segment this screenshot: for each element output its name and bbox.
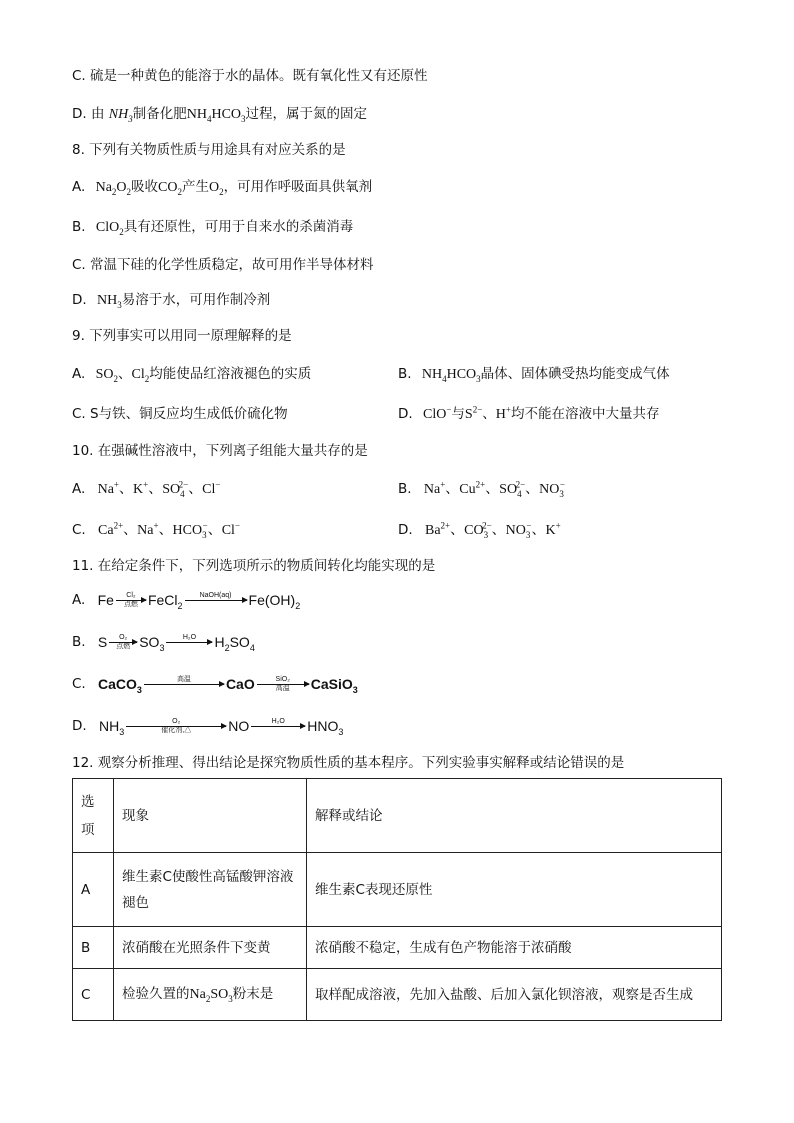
formula-o2: $O_2$ xyxy=(209,180,224,197)
option-10d xyxy=(398,520,561,541)
row-phenomenon: 浓硝酸在光照条件下变黄 xyxy=(114,927,307,969)
ion-list: $Ca^{2+}$、Na+、$HCO_3^-$、Cl− xyxy=(98,520,241,540)
formula-clo: ClO− xyxy=(422,404,452,422)
label: C. xyxy=(72,522,86,538)
row-conclusion: 取样配成溶液，先加入盐酸、后加入氯化钡溶液，观察是否生成 xyxy=(307,969,722,1021)
option-10a xyxy=(72,479,221,500)
ion-list: $Ba^{2+}$、$CO_3^{2-}$、$NO_3^-$、K+ xyxy=(424,520,561,540)
option-9d xyxy=(398,404,659,425)
text: 易溶于水，可用作制冷剂 xyxy=(121,292,271,308)
formula-so2: $SO_2$ xyxy=(95,367,118,384)
row-option: B xyxy=(73,927,114,969)
text: 晶体、固体碘受热均能变成气体 xyxy=(480,366,670,382)
ion-list: Na+、$Cu^{2+}$、$SO_4^{2-}$、$NO_3^-$ xyxy=(423,479,565,499)
row-phenomenon: 维生素C使酸性高锰酸钾溶液褪色 xyxy=(114,853,307,927)
text: 过程，属于氮的固定 xyxy=(245,106,368,122)
reaction-arrow: 高温 xyxy=(144,676,224,693)
reaction-arrow: H₂O xyxy=(251,718,305,735)
label: A. xyxy=(72,366,86,382)
formula-clo2: ClO$_2$ xyxy=(95,220,124,237)
option-10c xyxy=(72,520,240,541)
question-11: 11. 在给定条件下，下列选项所示的物质间转化均能实现的是 xyxy=(72,558,436,574)
option-7d xyxy=(72,104,367,125)
option-10b xyxy=(398,479,565,500)
formula-nh3: $NH_3$ xyxy=(96,293,122,310)
species: FeCl$_2$ xyxy=(147,592,183,611)
reaction-arrow: H₂O xyxy=(166,634,212,651)
row-option: A xyxy=(73,853,114,927)
text: 具有还原性，可用于自来水的杀菌消毒 xyxy=(123,219,354,235)
text: 产生 xyxy=(182,179,209,195)
option-11b xyxy=(72,632,255,652)
reaction-arrow: O₂ 点燃 xyxy=(109,634,137,651)
option-9c: C. S与铁、铜反应均生成低价硫化物 xyxy=(72,406,288,422)
option-8d xyxy=(72,290,270,311)
formula-na2o2: $Na_2O_2$ xyxy=(95,180,132,197)
formula-co2: $CO_2$ xyxy=(158,180,182,197)
header-option: 选项 xyxy=(73,779,114,853)
species: NO xyxy=(228,718,250,734)
species: S xyxy=(97,634,108,650)
question-12: 12. 观察分析推理、得出结论是探究物质性质的基本程序。下列实验事实解释或结论错误的是 xyxy=(72,755,625,771)
label: B. xyxy=(398,481,412,497)
label: A. xyxy=(72,481,86,497)
species: $SO_3$ xyxy=(139,634,165,653)
reaction-arrow: O₂ 催化剂,△ xyxy=(126,718,226,735)
species: $NH_3$ xyxy=(98,718,125,737)
text: 、 xyxy=(118,366,132,382)
label: C. xyxy=(72,676,86,692)
row-phenomenon: 检验久置的$Na_2SO_3$粉末是 xyxy=(114,969,307,1021)
table-row xyxy=(73,927,722,969)
label: B. xyxy=(72,219,86,235)
text: 制备化肥 xyxy=(132,106,187,122)
row-option: C xyxy=(73,969,114,1021)
option-8c: C. 常温下硅的化学性质稳定，故可用作半导体材料 xyxy=(72,257,374,273)
species: CaCO$_3$ xyxy=(98,676,142,695)
label: B. xyxy=(72,634,86,650)
table-header-row xyxy=(73,779,722,853)
experiment-table xyxy=(72,778,722,1021)
option-8a xyxy=(72,177,372,198)
header-phenomenon: 现象 xyxy=(114,779,307,853)
option-7c: C. 硫是一种黄色的能溶于水的晶体。既有氧化性又有还原性 xyxy=(72,68,428,84)
text: ，可用作呼吸面具供氧剂 xyxy=(223,179,373,195)
option-11a xyxy=(72,590,300,610)
label: D. xyxy=(72,718,87,734)
formula-nh3: $NH_3$ xyxy=(108,107,133,124)
label: D. xyxy=(398,406,413,422)
formula-s2: $S^{2-}$ xyxy=(464,404,483,422)
text: 、 xyxy=(482,406,496,422)
question-10: 10. 在强碱性溶液中，下列离子组能大量共存的是 xyxy=(72,443,368,459)
label: B. xyxy=(398,366,412,382)
formula-cl2: $Cl_2$ xyxy=(131,367,150,384)
label: A. xyxy=(72,179,86,195)
label: D. xyxy=(398,522,413,538)
species: $H_2SO_4$ xyxy=(214,634,255,653)
reaction-arrow: SiO₂ 高温 xyxy=(257,676,309,693)
reaction-arrow: NaOH(aq) xyxy=(185,592,247,609)
species: $Fe(OH)_2$ xyxy=(248,592,301,611)
species: $HNO_3$ xyxy=(307,718,344,737)
option-9b xyxy=(398,364,670,385)
species: CaO xyxy=(225,676,255,692)
table-row xyxy=(73,853,722,927)
formula-nh4hco3: $NH_4HCO_3$ xyxy=(186,107,246,124)
option-9a xyxy=(72,364,311,385)
ion-list: Na+、K+、$SO_4^{2-}$、Cl− xyxy=(97,479,221,499)
reaction-arrow: Cl₂ 点燃 xyxy=(116,592,146,609)
text: 均能使品红溶液褪色的实质 xyxy=(149,366,312,382)
text: 均不能在溶液中大量共存 xyxy=(510,406,660,422)
text: D. 由 xyxy=(72,106,105,122)
formula-nh4hco3: $NH_4HCO_3$ xyxy=(421,367,481,384)
header-conclusion: 解释或结论 xyxy=(307,779,722,853)
question-8: 8. 下列有关物质性质与用途具有对应关系的是 xyxy=(72,142,346,158)
species: CaSiO$_3$ xyxy=(310,676,358,695)
table-row xyxy=(73,969,722,1021)
species: Fe xyxy=(97,592,114,608)
formula-h: H+ xyxy=(495,404,511,422)
option-11d xyxy=(72,716,343,736)
text: 吸收 xyxy=(131,179,159,195)
row-conclusion: 浓硝酸不稳定，生成有色产物能溶于浓硝酸 xyxy=(307,927,722,969)
label: A. xyxy=(72,592,86,608)
row-conclusion: 维生素C表现还原性 xyxy=(307,853,722,927)
text: 与 xyxy=(451,406,465,422)
option-8b xyxy=(72,217,353,238)
option-11c xyxy=(72,674,358,694)
question-9: 9. 下列事实可以用同一原理解释的是 xyxy=(72,328,292,344)
label: D. xyxy=(72,292,87,308)
